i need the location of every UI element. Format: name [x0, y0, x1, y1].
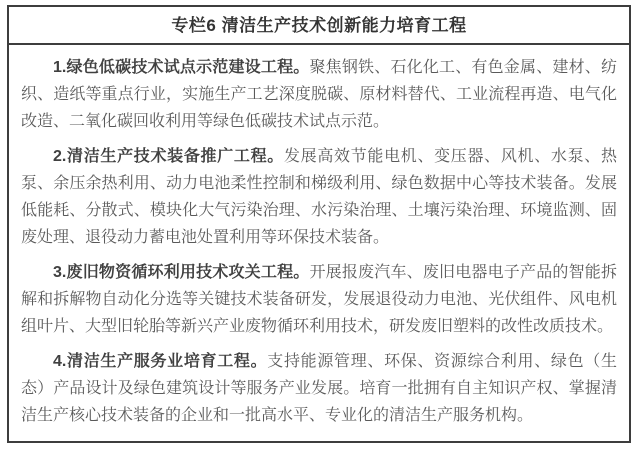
paragraph-1-text: 聚焦钢铁、石化化工、有色金属、建材、纺织、造纸等重点行业，实施生产工艺深度脱碳、原材料替代、工业流程再造、电气化改造、二氧化碳回收利用等绿色低碳技术试点示范。	[21, 59, 617, 130]
paragraph-2-lead: 2.清洁生产技术装备推广工程。	[53, 148, 284, 165]
paragraph-4-text: 支持能源管理、环保、资源综合利用、绿色（生态）产品设计及绿色建筑设计等服务产业发展。培育一批拥有自主知识产权、掌握清洁生产核心技术装备的企业和一批高水平、专业化的清洁生产服务机构。	[21, 353, 617, 424]
paragraph-3-lead: 3.废旧物资循环利用技术攻关工程。	[53, 264, 310, 281]
paragraph-1	[21, 54, 617, 135]
paragraph-2-text: 发展高效节能电机、变压器、风机、水泵、热泵、余压余热利用、动力电池柔性控制和梯级利用、绿色数据中心等技术装备。发展低能耗、分散式、模块化大气污染治理、水污染治理、土壤污染治理、环境监测、固废处理、退役动力蓄电池处置利用等环保技术装备。	[21, 148, 617, 246]
paragraph-4	[21, 348, 617, 429]
paragraph-3-text: 开展报废汽车、废旧电器电子产品的智能拆解和拆解物自动化分选等关键技术装备研发，发展退役动力电池、光伏组件、风电机组叶片、大型旧轮胎等新兴产业废物循环利用技术，研发废旧塑料的改性改质技术。	[21, 264, 617, 335]
paragraph-3	[21, 259, 617, 340]
paragraph-4-lead: 4.清洁生产服务业培育工程。	[53, 353, 268, 370]
paragraph-2	[21, 143, 617, 251]
feature-box-body	[9, 45, 629, 441]
feature-box	[7, 5, 631, 443]
paragraph-1-lead: 1.绿色低碳技术试点示范建设工程。	[53, 59, 310, 76]
feature-box-title: 专栏6 清洁生产技术创新能力培育工程	[9, 7, 629, 45]
